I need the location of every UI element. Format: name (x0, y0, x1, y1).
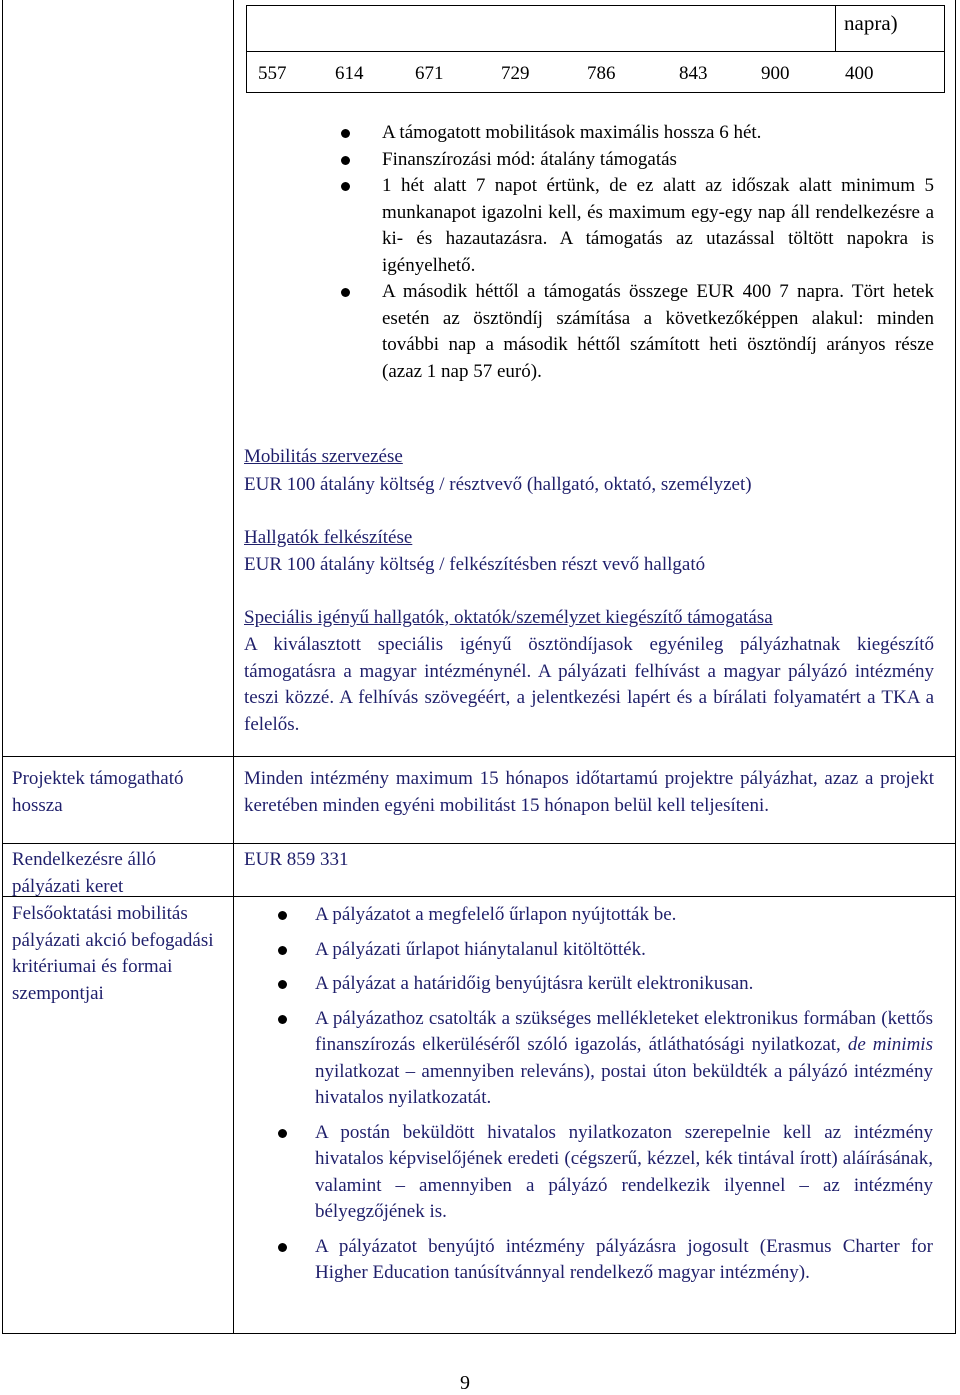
criteria-bullet-list (315, 902, 933, 1287)
bullet-icon (278, 1129, 287, 1138)
bullet-icon (341, 288, 350, 297)
row-label-budget: Rendelkezésre álló pályázati keret (12, 849, 157, 897)
bullet-icon (278, 911, 287, 920)
table-column-divider (233, 0, 234, 1334)
section-text: EUR 100 átalány költség / felkészítésben részt vevő hallgató (244, 554, 706, 575)
row-value-budget: EUR 859 331 (244, 849, 349, 870)
rate-value: 843 (679, 63, 708, 84)
rate-value: 614 (335, 63, 364, 84)
rate-value: 900 (761, 63, 790, 84)
section-heading: Mobilitás szervezése (244, 446, 403, 467)
list-item: A pályázati űrlapot hiánytalanul kitöltötték. (315, 937, 933, 964)
mobility-bullet-list (382, 120, 934, 385)
rates-table-header-cell: napra) (844, 11, 898, 35)
rate-value: 786 (587, 63, 616, 84)
bullet-icon (341, 156, 350, 165)
list-item: A pályázatot benyújtó intézmény pályázásra jogosult (Erasmus Charter for Higher Education tanúsítvánnyal rendelkező magyar intézmény). (315, 1234, 933, 1287)
rates-table (246, 5, 945, 93)
list-item: A pályázathoz csatolták a szükséges mellékleteket elektronikus formában (kettős finanszírozás elkerüléséről szóló igazolás, átláthatósági nyilatkozat, de minimis nyilatkozat – amennyiben releváns), postai úton beküldték a pályázó intézmény hivatalos nyilatkozatát. (315, 1006, 933, 1112)
list-item: A postán beküldött hivatalos nyilatkozaton szerepelnie kell az intézmény hivatalos képviselőjének eredeti (cégszerű, kézzel, kék tintával írott) aláírásának, valamint – amennyiben a pályázó rendelkezik ilyennel – az intézmény bélyegzőjének is. (315, 1120, 933, 1226)
bullet-icon (341, 182, 350, 191)
bullet-icon (278, 1015, 287, 1024)
section-text: EUR 100 átalány költség / résztvevő (hallgató, oktató, személyzet) (244, 474, 752, 495)
bullet-icon (278, 1243, 287, 1252)
row-label-criteria: Felsőoktatási mobilitás pályázati akció befogadási kritériumai és formai szempontjai (12, 903, 214, 1004)
table-row-divider (2, 843, 956, 844)
list-item: Finanszírozási mód: átalány támogatás (382, 147, 934, 174)
rate-value: 729 (501, 63, 530, 84)
bullet-icon (341, 129, 350, 138)
rate-value: 557 (258, 63, 287, 84)
rate-value: 400 (845, 63, 874, 84)
section-heading: Hallgatók felkészítése (244, 527, 413, 548)
list-item: A pályázatot a megfelelő űrlapon nyújtották be. (315, 902, 933, 929)
section-text: A kiválasztott speciális igényű ösztöndíjasok egyénileg pályázhatnak kiegészítő támogatásra a magyar intézménynél. A pályázati felhívást a magyar pályázó intézmény teszi közzé. A felhívás szövegéért, a jelentkezési lapért és a bírálati folyamatért a TKA a felelős. (244, 634, 934, 735)
rate-value: 671 (415, 63, 444, 84)
list-item: A második héttől a támogatás összege EUR 400 7 napra. Tört hetek esetén az ösztöndíj számítása a következőképpen alakul: minden további nap a második héttől számított heti ösztöndíj arányos része (azaz 1 nap 57 euró). (382, 279, 934, 385)
section-heading: Speciális igényű hallgatók, oktatók/személyzet kiegészítő támogatása (244, 607, 773, 628)
table-right-border (955, 0, 956, 1334)
list-item: A pályázat a határidőig benyújtásra került elektronikusan. (315, 971, 933, 998)
table-bottom-border (2, 1333, 956, 1334)
row-label-project-duration: Projektek támogatható hossza (12, 768, 184, 816)
list-item: 1 hét alatt 7 napot értünk, de ez alatt az időszak alatt minimum 5 munkanapot igazolni kell, és maximum egy-egy nap áll rendelkezésre a ki- és hazautazásra. A támogatás az utazással töltött napokra is igényelhető. (382, 173, 934, 279)
table-row-divider (2, 756, 956, 757)
bullet-icon (278, 946, 287, 955)
page-number: 9 (460, 1372, 470, 1394)
table-left-border (2, 0, 3, 1334)
bullet-icon (278, 980, 287, 989)
row-value-project-duration: Minden intézmény maximum 15 hónapos időtartamú projektre pályázhat, azaz a projekt keretében minden egyéni mobilitást 15 hónapon belül kell teljesíteni. (244, 768, 934, 816)
list-item: A támogatott mobilitások maximális hossza 6 hét. (382, 120, 934, 147)
